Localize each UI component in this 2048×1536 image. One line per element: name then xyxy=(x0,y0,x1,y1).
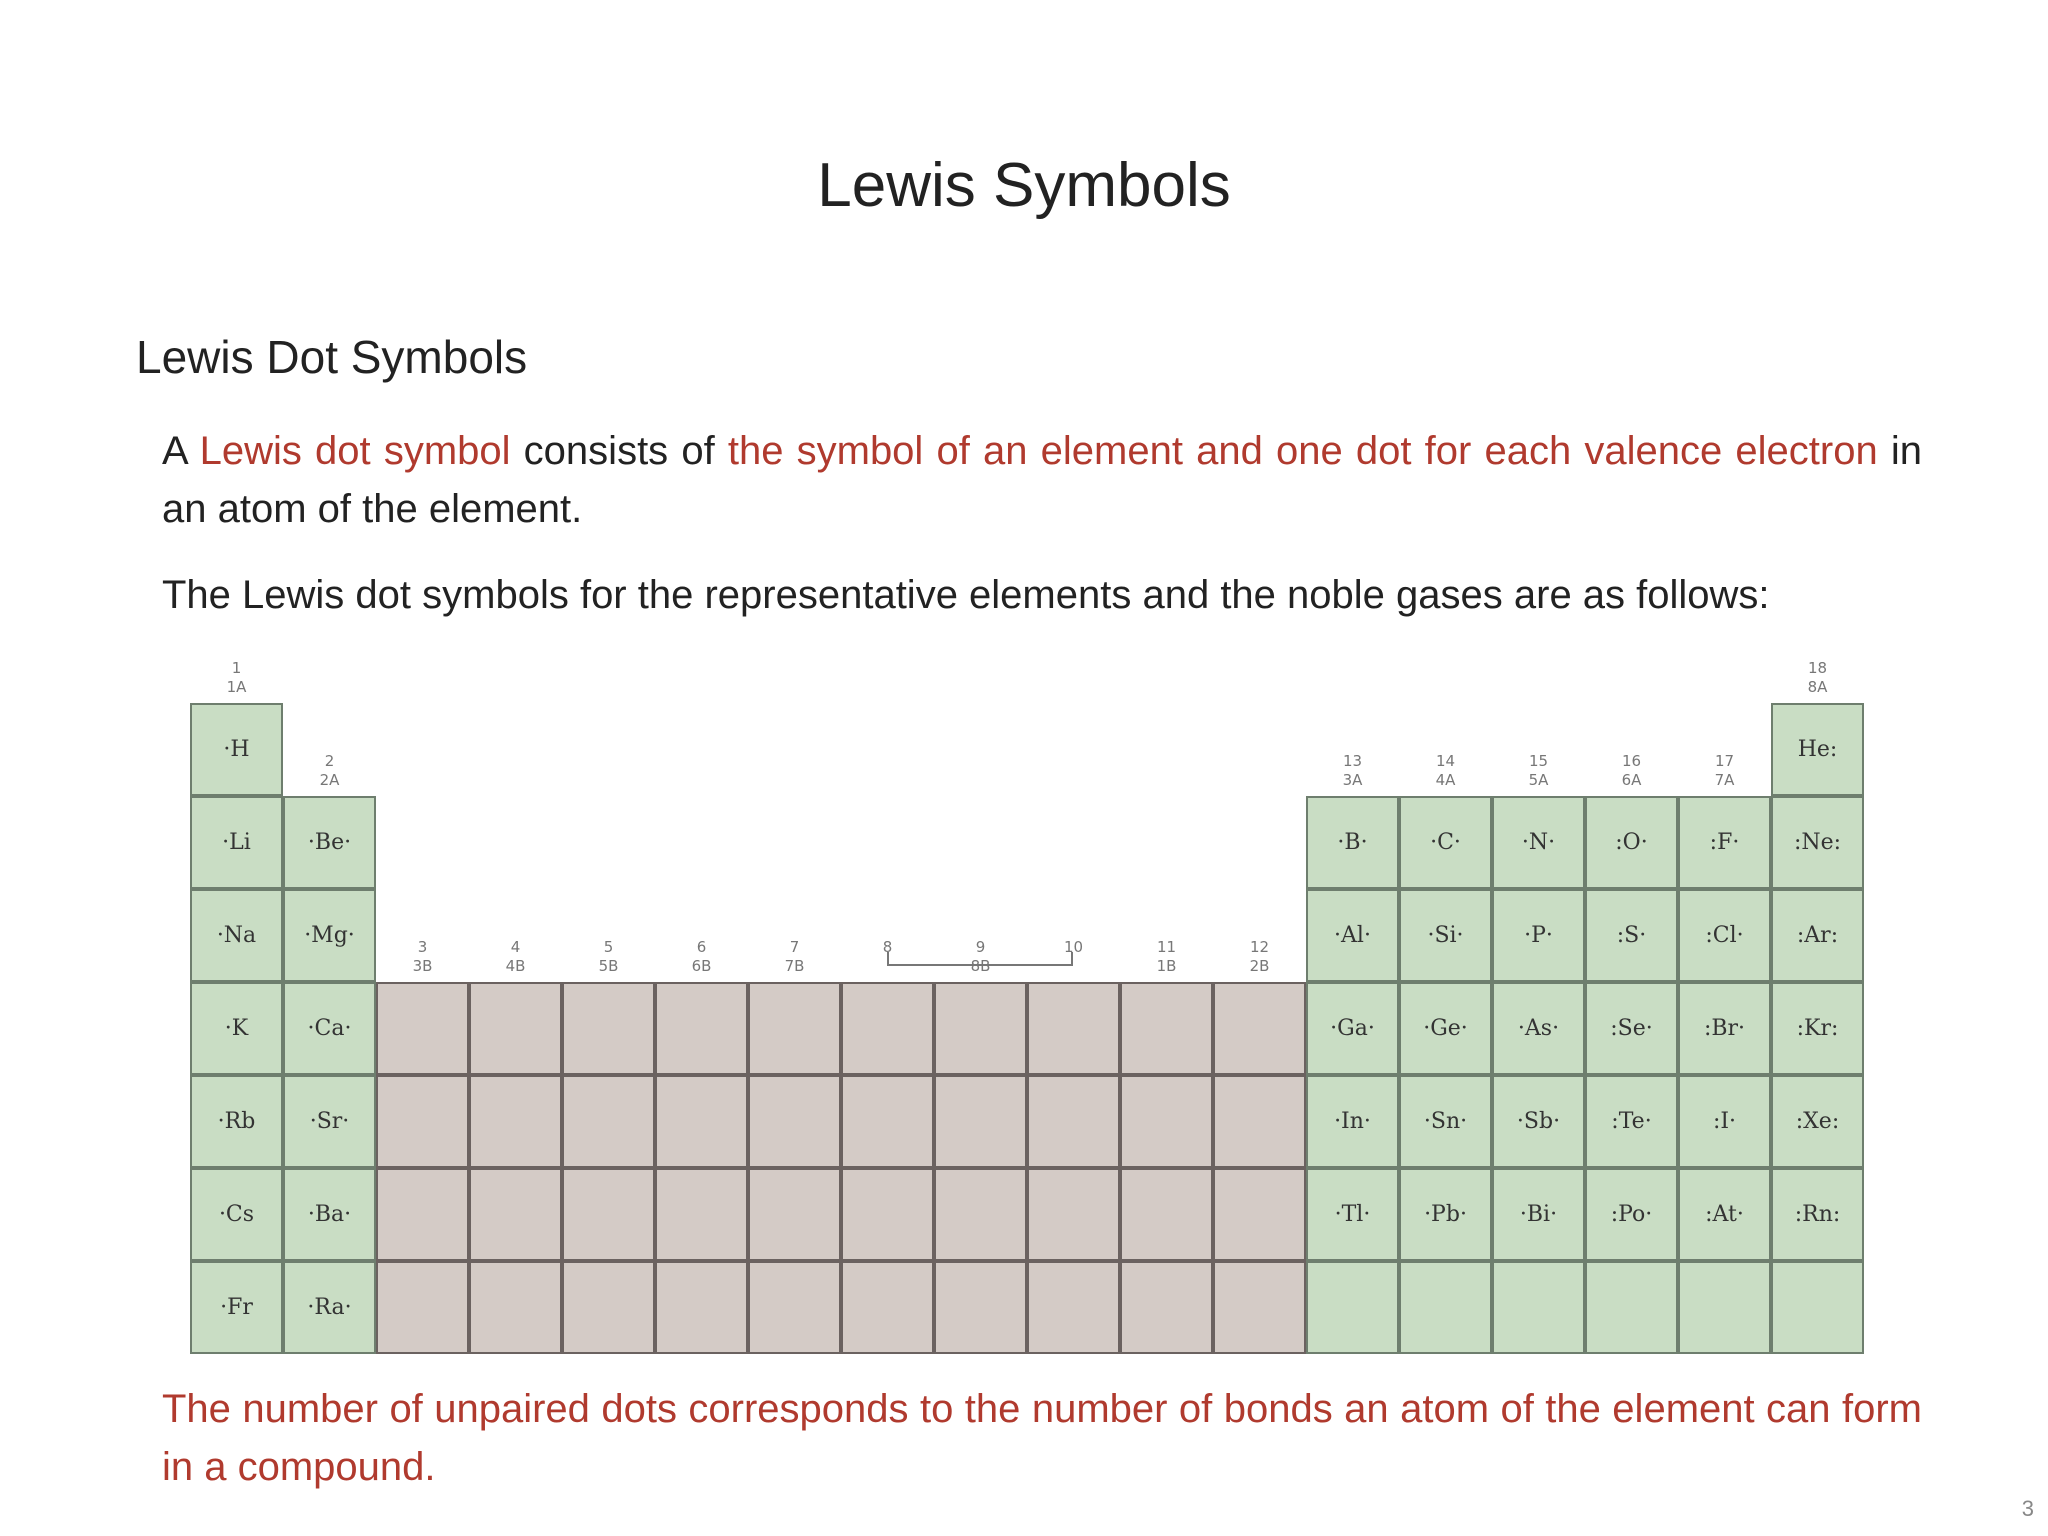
element-cell: ·B· xyxy=(1306,796,1399,889)
group-label-line: 5 xyxy=(603,938,614,956)
element-cell: :Po· xyxy=(1585,1168,1678,1261)
group-label-line: 6 xyxy=(696,938,707,956)
transition-metal-cell xyxy=(1120,1075,1213,1168)
group-label xyxy=(563,938,655,976)
transition-metal-cell xyxy=(1213,1261,1306,1354)
element-cell: ·P· xyxy=(1492,889,1585,982)
element-cell: ·Ba· xyxy=(283,1168,376,1261)
group-label xyxy=(1679,752,1771,790)
group-label xyxy=(749,938,841,976)
group-label-line: 9 xyxy=(975,938,986,956)
group-label xyxy=(1400,752,1492,790)
group-label xyxy=(1307,752,1399,790)
transition-metal-cell xyxy=(1120,982,1213,1075)
element-cell: ·Li xyxy=(190,796,283,889)
group-label-line: 14 xyxy=(1435,752,1456,770)
transition-metal-cell xyxy=(469,1261,562,1354)
group-label-line: 7B xyxy=(784,957,805,975)
group-label xyxy=(377,938,469,976)
transition-metal-cell xyxy=(748,982,841,1075)
transition-metal-cell xyxy=(841,1261,934,1354)
element-cell: ·C· xyxy=(1399,796,1492,889)
definition-paragraph xyxy=(162,422,1922,538)
transition-metal-cell xyxy=(1120,1261,1213,1354)
element-cell: ·Mg· xyxy=(283,889,376,982)
definition-term: Lewis dot symbol xyxy=(199,429,511,473)
transition-metal-cell xyxy=(469,1168,562,1261)
group-label-line: 4A xyxy=(1435,771,1456,789)
element-cell: ·Sb· xyxy=(1492,1075,1585,1168)
transition-metal-cell xyxy=(841,1075,934,1168)
group-label xyxy=(656,938,748,976)
transition-metal-cell xyxy=(469,1075,562,1168)
element-cell xyxy=(1399,1261,1492,1354)
transition-metal-cell xyxy=(841,982,934,1075)
transition-metal-cell xyxy=(748,1075,841,1168)
transition-metal-cell xyxy=(934,1075,1027,1168)
transition-metal-cell xyxy=(655,1261,748,1354)
transition-metal-cell xyxy=(655,1168,748,1261)
element-cell: :Cl· xyxy=(1678,889,1771,982)
element-cell: :F· xyxy=(1678,796,1771,889)
transition-metal-cell xyxy=(562,1075,655,1168)
element-cell: :Ne: xyxy=(1771,796,1864,889)
definition-text: in an atom of the element. xyxy=(162,429,1923,531)
element-cell: :Br· xyxy=(1678,982,1771,1075)
intro-paragraph: The Lewis dot symbols for the representative elements and the noble gases are as follows: xyxy=(162,573,1770,617)
element-cell: ·Tl· xyxy=(1306,1168,1399,1261)
group-label-line: 1A xyxy=(226,678,247,696)
element-cell: ·Bi· xyxy=(1492,1168,1585,1261)
element-cell: ·Sn· xyxy=(1399,1075,1492,1168)
element-cell: :Se· xyxy=(1585,982,1678,1075)
element-cell: ·Ge· xyxy=(1399,982,1492,1075)
transition-metal-cell xyxy=(934,982,1027,1075)
element-cell: :At· xyxy=(1678,1168,1771,1261)
element-cell: ·Sr· xyxy=(283,1075,376,1168)
group-label-line: 1B xyxy=(1156,957,1177,975)
transition-metal-cell xyxy=(376,1261,469,1354)
group-label-line: 4 xyxy=(510,938,521,956)
group-label-line: 13 xyxy=(1342,752,1363,770)
group-label-line: 8A xyxy=(1807,678,1828,696)
group-label xyxy=(1214,938,1306,976)
definition-highlight: the symbol of an element and one dot for each valence electron xyxy=(727,429,1878,473)
conclusion-paragraph: The number of unpaired dots corresponds to the number of bonds an atom of the element can form in a compound. xyxy=(162,1387,1922,1489)
group-label-line: 2A xyxy=(319,771,340,789)
group-label-line: 15 xyxy=(1528,752,1549,770)
group-label xyxy=(1493,752,1585,790)
group-label xyxy=(191,659,283,697)
element-cell: ·Ga· xyxy=(1306,982,1399,1075)
group-label-line: 10 xyxy=(1063,938,1084,956)
group-label-line: 16 xyxy=(1621,752,1642,770)
element-cell: ·Ra· xyxy=(283,1261,376,1354)
element-cell: ·Be· xyxy=(283,796,376,889)
element-cell: ·In· xyxy=(1306,1075,1399,1168)
group-label-line: 8 xyxy=(882,938,893,956)
element-cell: :O· xyxy=(1585,796,1678,889)
element-cell: ·H xyxy=(190,703,283,796)
transition-metal-cell xyxy=(1213,982,1306,1075)
transition-metal-cell xyxy=(1027,982,1120,1075)
group-label xyxy=(1121,938,1213,976)
transition-metal-cell xyxy=(1027,1168,1120,1261)
element-cell: ·N· xyxy=(1492,796,1585,889)
slide-subtitle: Lewis Dot Symbols xyxy=(136,331,528,383)
element-cell: ·Na xyxy=(190,889,283,982)
definition-text: consists of xyxy=(510,429,728,473)
element-cell xyxy=(1678,1261,1771,1354)
definition-text: A xyxy=(162,429,200,473)
transition-metal-cell xyxy=(1120,1168,1213,1261)
element-cell: ·Al· xyxy=(1306,889,1399,982)
group-label-line: 2B xyxy=(1249,957,1270,975)
element-cell xyxy=(1306,1261,1399,1354)
element-cell: :Te· xyxy=(1585,1075,1678,1168)
group-label-line: 3B xyxy=(412,957,433,975)
element-cell: :Kr: xyxy=(1771,982,1864,1075)
transition-metal-cell xyxy=(562,1168,655,1261)
group-label-line: 7 xyxy=(789,938,800,956)
group-label xyxy=(470,938,562,976)
transition-metal-cell xyxy=(1213,1075,1306,1168)
slide-title: Lewis Symbols xyxy=(817,151,1231,220)
transition-metal-cell xyxy=(655,982,748,1075)
transition-metal-cell xyxy=(1027,1261,1120,1354)
transition-metal-cell xyxy=(1027,1075,1120,1168)
group-label-line: 3A xyxy=(1342,771,1363,789)
group-label-line: 6B xyxy=(691,957,712,975)
group-label-line: 5A xyxy=(1528,771,1549,789)
element-cell: ·Rb xyxy=(190,1075,283,1168)
element-cell: :S· xyxy=(1585,889,1678,982)
element-cell: ·Fr xyxy=(190,1261,283,1354)
element-cell xyxy=(1492,1261,1585,1354)
element-cell: :I· xyxy=(1678,1075,1771,1168)
group-label-line: 6A xyxy=(1621,771,1642,789)
group-label-line: 5B xyxy=(598,957,619,975)
group-label-line: 4B xyxy=(505,957,526,975)
element-cell: ·Si· xyxy=(1399,889,1492,982)
element-cell: ·Pb· xyxy=(1399,1168,1492,1261)
element-cell: :Rn: xyxy=(1771,1168,1864,1261)
element-cell xyxy=(1585,1261,1678,1354)
element-cell: ·Ca· xyxy=(283,982,376,1075)
group-8b-bracket xyxy=(887,952,1073,966)
page-number: 3 xyxy=(2021,1496,2034,1521)
group-label-line: 17 xyxy=(1714,752,1735,770)
transition-metal-cell xyxy=(841,1168,934,1261)
transition-metal-cell xyxy=(1213,1168,1306,1261)
element-cell: He: xyxy=(1771,703,1864,796)
group-label-line: 3 xyxy=(417,938,428,956)
transition-metal-cell xyxy=(562,982,655,1075)
group-label-line: 7A xyxy=(1714,771,1735,789)
group-label xyxy=(284,752,376,790)
group-label-line: 2 xyxy=(324,752,335,770)
element-cell: :Ar: xyxy=(1771,889,1864,982)
group-label xyxy=(1586,752,1678,790)
element-cell: :Xe: xyxy=(1771,1075,1864,1168)
group-label-line: 12 xyxy=(1249,938,1270,956)
transition-metal-cell xyxy=(748,1261,841,1354)
transition-metal-cell xyxy=(748,1168,841,1261)
transition-metal-cell xyxy=(376,982,469,1075)
transition-metal-cell xyxy=(469,982,562,1075)
transition-metal-cell xyxy=(934,1261,1027,1354)
group-label-line: 18 xyxy=(1807,659,1828,677)
element-cell: ·Cs xyxy=(190,1168,283,1261)
transition-metal-cell xyxy=(934,1168,1027,1261)
group-label-line: 8B xyxy=(970,957,991,975)
transition-metal-cell xyxy=(562,1261,655,1354)
group-label-line: 11 xyxy=(1156,938,1177,956)
element-cell: ·K xyxy=(190,982,283,1075)
transition-metal-cell xyxy=(376,1168,469,1261)
group-label xyxy=(1772,659,1864,697)
transition-metal-cell xyxy=(376,1075,469,1168)
group-label-line: 1 xyxy=(231,659,242,677)
transition-metal-cell xyxy=(655,1075,748,1168)
element-cell xyxy=(1771,1261,1864,1354)
element-cell: ·As· xyxy=(1492,982,1585,1075)
